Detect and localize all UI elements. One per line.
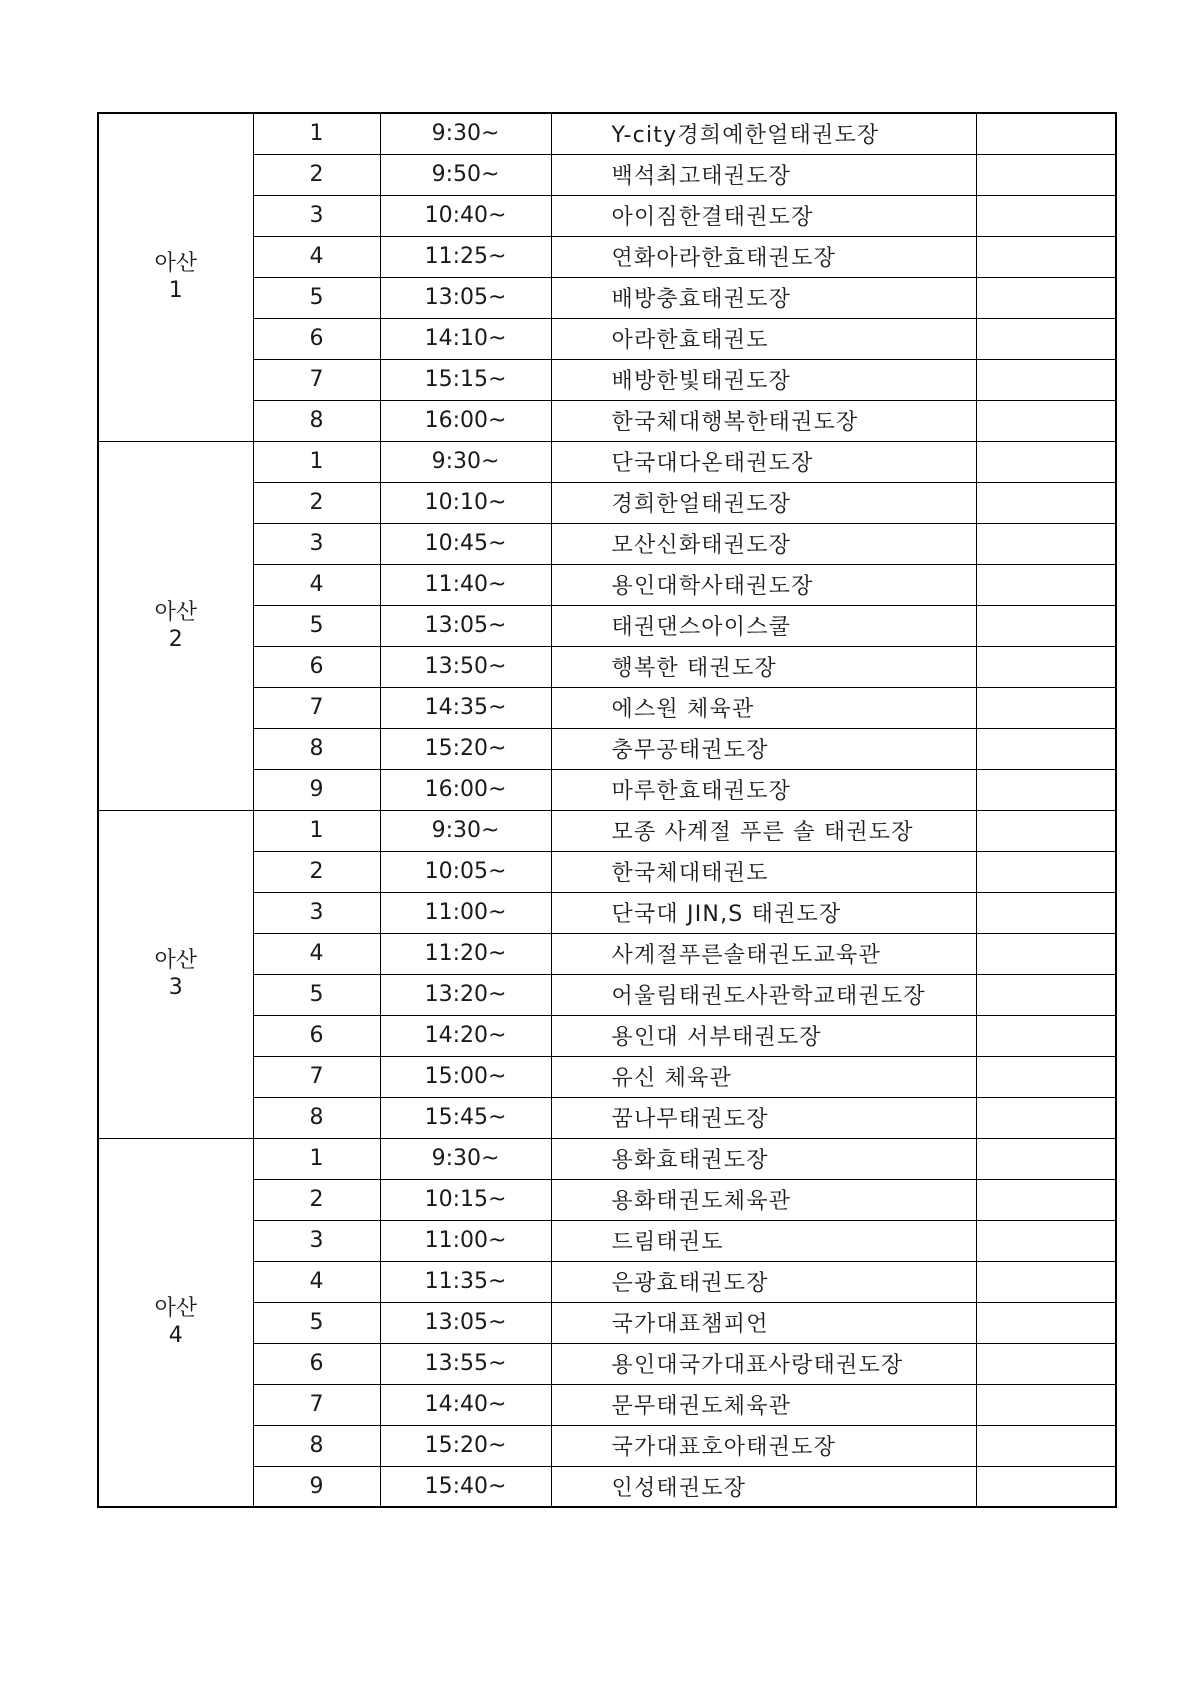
dojang-name: 단국대 JIN,S 태권도장 xyxy=(551,892,976,933)
dojang-name: 은광효태권도장 xyxy=(551,1261,976,1302)
region-group xyxy=(98,441,1116,810)
start-time: 13:05~ xyxy=(380,605,551,646)
start-time: 13:05~ xyxy=(380,277,551,318)
start-time: 15:45~ xyxy=(380,1097,551,1138)
dojang-name: 백석최고태권도장 xyxy=(551,154,976,195)
note-cell xyxy=(976,1466,1116,1507)
dojang-name: 꿈나무태권도장 xyxy=(551,1097,976,1138)
note-cell xyxy=(976,154,1116,195)
start-time: 16:00~ xyxy=(380,400,551,441)
note-cell xyxy=(976,605,1116,646)
order-number: 2 xyxy=(253,1179,380,1220)
schedule-table xyxy=(97,112,1117,1508)
note-cell xyxy=(976,728,1116,769)
order-number: 1 xyxy=(253,113,380,154)
start-time: 9:50~ xyxy=(380,154,551,195)
start-time: 10:15~ xyxy=(380,1179,551,1220)
order-number: 9 xyxy=(253,769,380,810)
order-number: 1 xyxy=(253,810,380,851)
start-time: 10:10~ xyxy=(380,482,551,523)
order-number: 1 xyxy=(253,441,380,482)
region-number: 4 xyxy=(168,1323,183,1349)
dojang-name: 아라한효태권도 xyxy=(551,318,976,359)
region-name: 아산 xyxy=(154,599,197,625)
note-cell xyxy=(976,400,1116,441)
region-number: 2 xyxy=(168,626,183,652)
region-cell xyxy=(98,1138,253,1507)
start-time: 9:30~ xyxy=(380,1138,551,1179)
region-group xyxy=(98,810,1116,1138)
note-cell xyxy=(976,933,1116,974)
note-cell xyxy=(976,1343,1116,1384)
dojang-name: 국가대표챔피언 xyxy=(551,1302,976,1343)
order-number: 4 xyxy=(253,564,380,605)
note-cell xyxy=(976,441,1116,482)
note-cell xyxy=(976,195,1116,236)
dojang-name: 인성태권도장 xyxy=(551,1466,976,1507)
dojang-name: 한국체대행복한태권도장 xyxy=(551,400,976,441)
order-number: 5 xyxy=(253,605,380,646)
order-number: 3 xyxy=(253,1220,380,1261)
start-time: 14:40~ xyxy=(380,1384,551,1425)
region-name: 아산 xyxy=(154,948,197,973)
order-number: 2 xyxy=(253,851,380,892)
order-number: 6 xyxy=(253,1343,380,1384)
dojang-name: 한국체대태권도 xyxy=(551,851,976,892)
region-group xyxy=(98,1138,1116,1507)
note-cell xyxy=(976,1425,1116,1466)
order-number: 7 xyxy=(253,687,380,728)
order-number: 1 xyxy=(253,1138,380,1179)
note-cell xyxy=(976,1261,1116,1302)
order-number: 8 xyxy=(253,1425,380,1466)
dojang-name: 용인대국가대표사랑태권도장 xyxy=(551,1343,976,1384)
order-number: 2 xyxy=(253,154,380,195)
note-cell xyxy=(976,523,1116,564)
start-time: 15:15~ xyxy=(380,359,551,400)
note-cell xyxy=(976,646,1116,687)
note-cell xyxy=(976,974,1116,1015)
order-number: 7 xyxy=(253,359,380,400)
dojang-name: Y-city경희예한얼태권도장 xyxy=(551,113,976,154)
start-time: 14:20~ xyxy=(380,1015,551,1056)
region-number: 3 xyxy=(168,975,183,1000)
dojang-name: 경희한얼태권도장 xyxy=(551,482,976,523)
note-cell xyxy=(976,277,1116,318)
dojang-name: 충무공태권도장 xyxy=(551,728,976,769)
note-cell xyxy=(976,564,1116,605)
note-cell xyxy=(976,769,1116,810)
note-cell xyxy=(976,1056,1116,1097)
order-number: 7 xyxy=(253,1056,380,1097)
start-time: 11:00~ xyxy=(380,892,551,933)
start-time: 11:40~ xyxy=(380,564,551,605)
table-row xyxy=(98,1138,1116,1179)
region-cell xyxy=(98,113,253,441)
region-group xyxy=(98,113,1116,441)
start-time: 15:20~ xyxy=(380,1425,551,1466)
dojang-name: 마루한효태권도장 xyxy=(551,769,976,810)
dojang-name: 모종 사계절 푸른 솔 태권도장 xyxy=(551,810,976,851)
note-cell xyxy=(976,113,1116,154)
table-row xyxy=(98,113,1116,154)
note-cell xyxy=(976,1302,1116,1343)
table-row xyxy=(98,441,1116,482)
order-number: 7 xyxy=(253,1384,380,1425)
note-cell xyxy=(976,892,1116,933)
dojang-name: 배방충효태권도장 xyxy=(551,277,976,318)
start-time: 11:20~ xyxy=(380,933,551,974)
start-time: 15:00~ xyxy=(380,1056,551,1097)
start-time: 13:05~ xyxy=(380,1302,551,1343)
note-cell xyxy=(976,1138,1116,1179)
dojang-name: 드림태권도 xyxy=(551,1220,976,1261)
dojang-name: 행복한 태권도장 xyxy=(551,646,976,687)
dojang-name: 국가대표호아태권도장 xyxy=(551,1425,976,1466)
dojang-name: 문무태권도체육관 xyxy=(551,1384,976,1425)
start-time: 13:50~ xyxy=(380,646,551,687)
order-number: 6 xyxy=(253,1015,380,1056)
start-time: 10:05~ xyxy=(380,851,551,892)
start-time: 16:00~ xyxy=(380,769,551,810)
order-number: 4 xyxy=(253,933,380,974)
order-number: 3 xyxy=(253,892,380,933)
start-time: 9:30~ xyxy=(380,113,551,154)
dojang-name: 태권댄스아이스쿨 xyxy=(551,605,976,646)
note-cell xyxy=(976,851,1116,892)
dojang-name: 용화태권도체육관 xyxy=(551,1179,976,1220)
start-time: 10:40~ xyxy=(380,195,551,236)
order-number: 8 xyxy=(253,400,380,441)
dojang-name: 에스원 체육관 xyxy=(551,687,976,728)
note-cell xyxy=(976,687,1116,728)
region-cell xyxy=(98,441,253,810)
note-cell xyxy=(976,1179,1116,1220)
start-time: 14:35~ xyxy=(380,687,551,728)
dojang-name: 유신 체육관 xyxy=(551,1056,976,1097)
note-cell xyxy=(976,318,1116,359)
order-number: 5 xyxy=(253,277,380,318)
dojang-name: 사계절푸른솔태권도교육관 xyxy=(551,933,976,974)
start-time: 11:35~ xyxy=(380,1261,551,1302)
table-row xyxy=(98,810,1116,851)
start-time: 9:30~ xyxy=(380,441,551,482)
order-number: 3 xyxy=(253,523,380,564)
order-number: 2 xyxy=(253,482,380,523)
region-cell xyxy=(98,810,253,1138)
note-cell xyxy=(976,810,1116,851)
note-cell xyxy=(976,482,1116,523)
dojang-name: 어울림태권도사관학교태권도장 xyxy=(551,974,976,1015)
note-cell xyxy=(976,1015,1116,1056)
dojang-name: 단국대다온태권도장 xyxy=(551,441,976,482)
order-number: 9 xyxy=(253,1466,380,1507)
order-number: 8 xyxy=(253,728,380,769)
region-name: 아산 xyxy=(154,251,197,277)
region-name: 아산 xyxy=(154,1296,197,1322)
start-time: 13:55~ xyxy=(380,1343,551,1384)
start-time: 14:10~ xyxy=(380,318,551,359)
dojang-name: 아이짐한결태권도장 xyxy=(551,195,976,236)
dojang-name: 용인대학사태권도장 xyxy=(551,564,976,605)
dojang-name: 배방한빛태권도장 xyxy=(551,359,976,400)
order-number: 4 xyxy=(253,236,380,277)
dojang-name: 모산신화태권도장 xyxy=(551,523,976,564)
start-time: 11:25~ xyxy=(380,236,551,277)
dojang-name: 용인대 서부태권도장 xyxy=(551,1015,976,1056)
start-time: 11:00~ xyxy=(380,1220,551,1261)
note-cell xyxy=(976,236,1116,277)
order-number: 8 xyxy=(253,1097,380,1138)
order-number: 3 xyxy=(253,195,380,236)
note-cell xyxy=(976,1097,1116,1138)
region-number: 1 xyxy=(168,278,183,304)
order-number: 5 xyxy=(253,1302,380,1343)
note-cell xyxy=(976,1384,1116,1425)
start-time: 13:20~ xyxy=(380,974,551,1015)
start-time: 15:20~ xyxy=(380,728,551,769)
order-number: 4 xyxy=(253,1261,380,1302)
note-cell xyxy=(976,359,1116,400)
note-cell xyxy=(976,1220,1116,1261)
dojang-name: 연화아라한효태권도장 xyxy=(551,236,976,277)
start-time: 15:40~ xyxy=(380,1466,551,1507)
start-time: 9:30~ xyxy=(380,810,551,851)
start-time: 10:45~ xyxy=(380,523,551,564)
order-number: 6 xyxy=(253,318,380,359)
order-number: 6 xyxy=(253,646,380,687)
dojang-name: 용화효태권도장 xyxy=(551,1138,976,1179)
order-number: 5 xyxy=(253,974,380,1015)
